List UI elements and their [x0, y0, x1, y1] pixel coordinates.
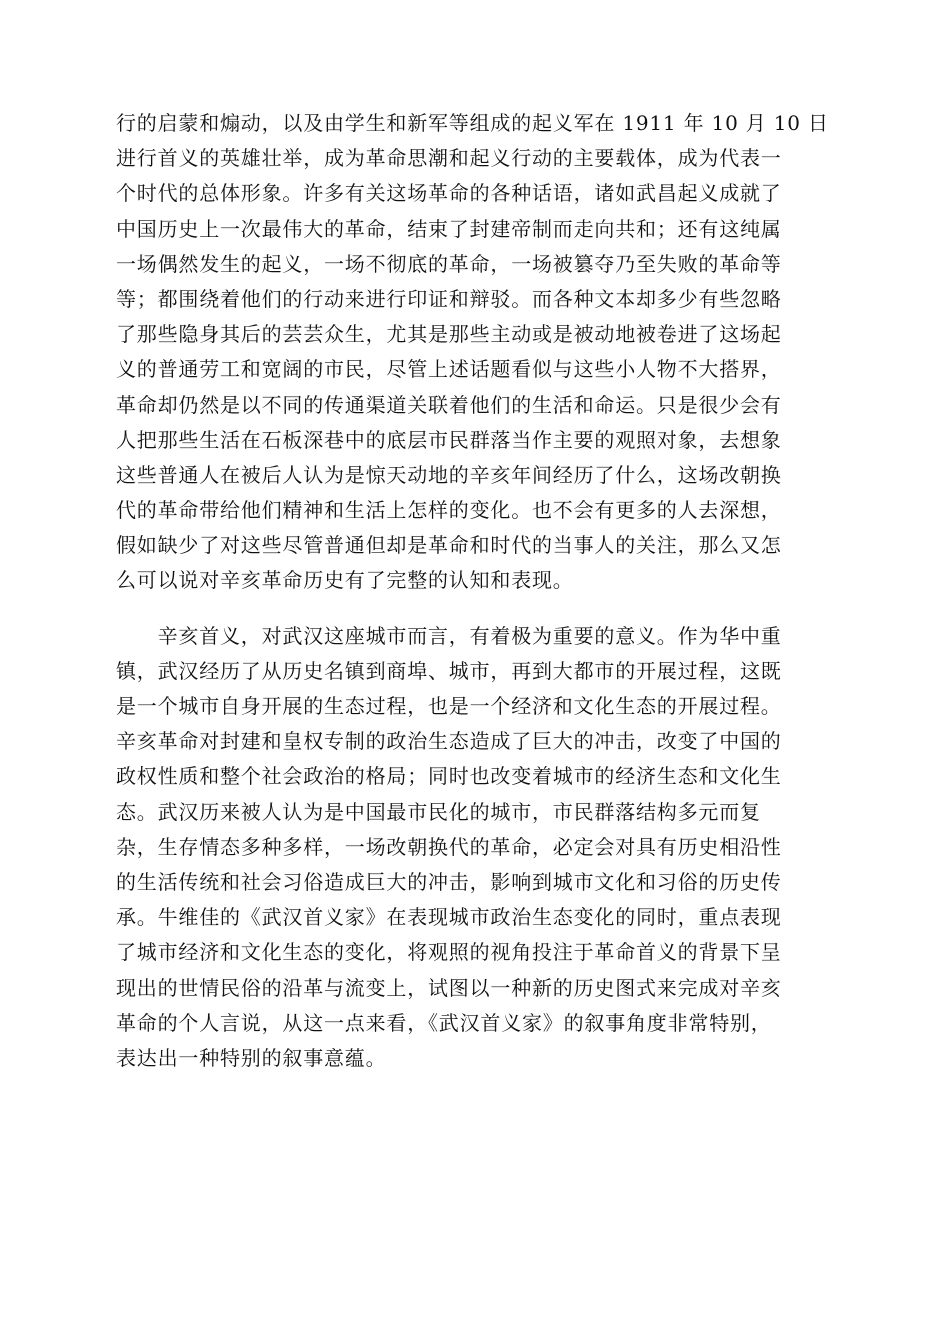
text-line: 个时代的总体形象。许多有关这场革命的各种话语，诸如武昌起义成就了 [116, 181, 782, 206]
text-line: 革命却仍然是以不同的传通渠道关联着他们的生活和命运。只是很少会有 [116, 392, 782, 417]
text-line: 是一个城市自身开展的生态过程，也是一个经济和文化生态的开展过程。 [116, 694, 782, 718]
text-line: 中国历史上一次最伟大的革命，结束了封建帝制而走向共和；还有这纯属 [116, 216, 782, 241]
text-line: 政权性质和整个社会政治的格局；同时也改变着城市的经济生态和文化生 [116, 764, 782, 789]
text-line: 了那些隐身其后的芸芸众生，尤其是那些主动或是被动地被卷进了这场起 [116, 322, 782, 347]
text-line: 革命的个人言说，从这一点来看，《武汉首义家》的叙事角度非常特别， [116, 1010, 772, 1035]
text-line: 辛亥首义，对武汉这座城市而言，有着极为重要的意义。作为华中重 [116, 623, 782, 648]
text-line: 承。牛维佳的《武汉首义家》在表现城市政治生态变化的同时，重点表现 [116, 905, 782, 930]
text-line: 行的启蒙和煽动，以及由学生和新军等组成的起义军在 1911 年 10 月 10 日 [116, 111, 829, 135]
text-line: 的生活传统和社会习俗造成巨大的冲击，影响到城市文化和习俗的历史传 [116, 869, 782, 894]
text-line: 杂，生存情态多种多样，一场改朝换代的革命，必定会对具有历史相沿性 [116, 834, 782, 859]
text-line: 现出的世情民俗的沿革与流变上，试图以一种新的历史图式来完成对辛亥 [116, 975, 782, 1000]
text-line: 进行首义的英雄壮举，成为革命思潮和起义行动的主要载体，成为代表一 [116, 146, 782, 171]
text-line: 辛亥革命对封建和皇权专制的政治生态造成了巨大的冲击，改变了中国的 [116, 729, 782, 754]
text-line: 一场偶然发生的起义，一场不彻底的革命，一场被篡夺乃至失败的革命等 [116, 251, 782, 276]
paragraph-2 [116, 619, 832, 1076]
text-line: 么可以说对辛亥革命历史有了完整的认知和表现。 [116, 568, 574, 593]
text-line: 态。武汉历来被人认为是中国最市民化的城市，市民群落结构多元而复 [116, 799, 761, 824]
text-line: 假如缺少了对这些尽管普通但却是革命和时代的当事人的关注，那么又怎 [116, 533, 782, 558]
text-line: 等；都围绕着他们的行动来进行印证和辩驳。而各种文本却多少有些忽略 [116, 286, 782, 311]
text-line: 这些普通人在被后人认为是惊天动地的辛亥年间经历了什么，这场改朝换 [116, 462, 782, 487]
text-line: 人把那些生活在石板深巷中的底层市民群落当作主要的观照对象，去想象 [116, 427, 782, 452]
document-page [116, 106, 832, 1076]
text-line: 了城市经济和文化生态的变化，将观照的视角投注于革命首义的背景下呈 [116, 940, 782, 965]
text-line: 代的革命带给他们精神和生活上怎样的变化。也不会有更多的人去深想， [116, 498, 782, 523]
paragraph-1 [116, 106, 832, 599]
paragraph-spacer [116, 599, 832, 619]
text-line: 镇，武汉经历了从历史名镇到商埠、城市，再到大都市的开展过程，这既 [116, 658, 782, 683]
text-line: 义的普通劳工和宽阔的市民，尽管上述话题看似与这些小人物不大搭界， [116, 357, 782, 382]
text-line: 表达出一种特别的叙事意蕴。 [116, 1045, 387, 1070]
